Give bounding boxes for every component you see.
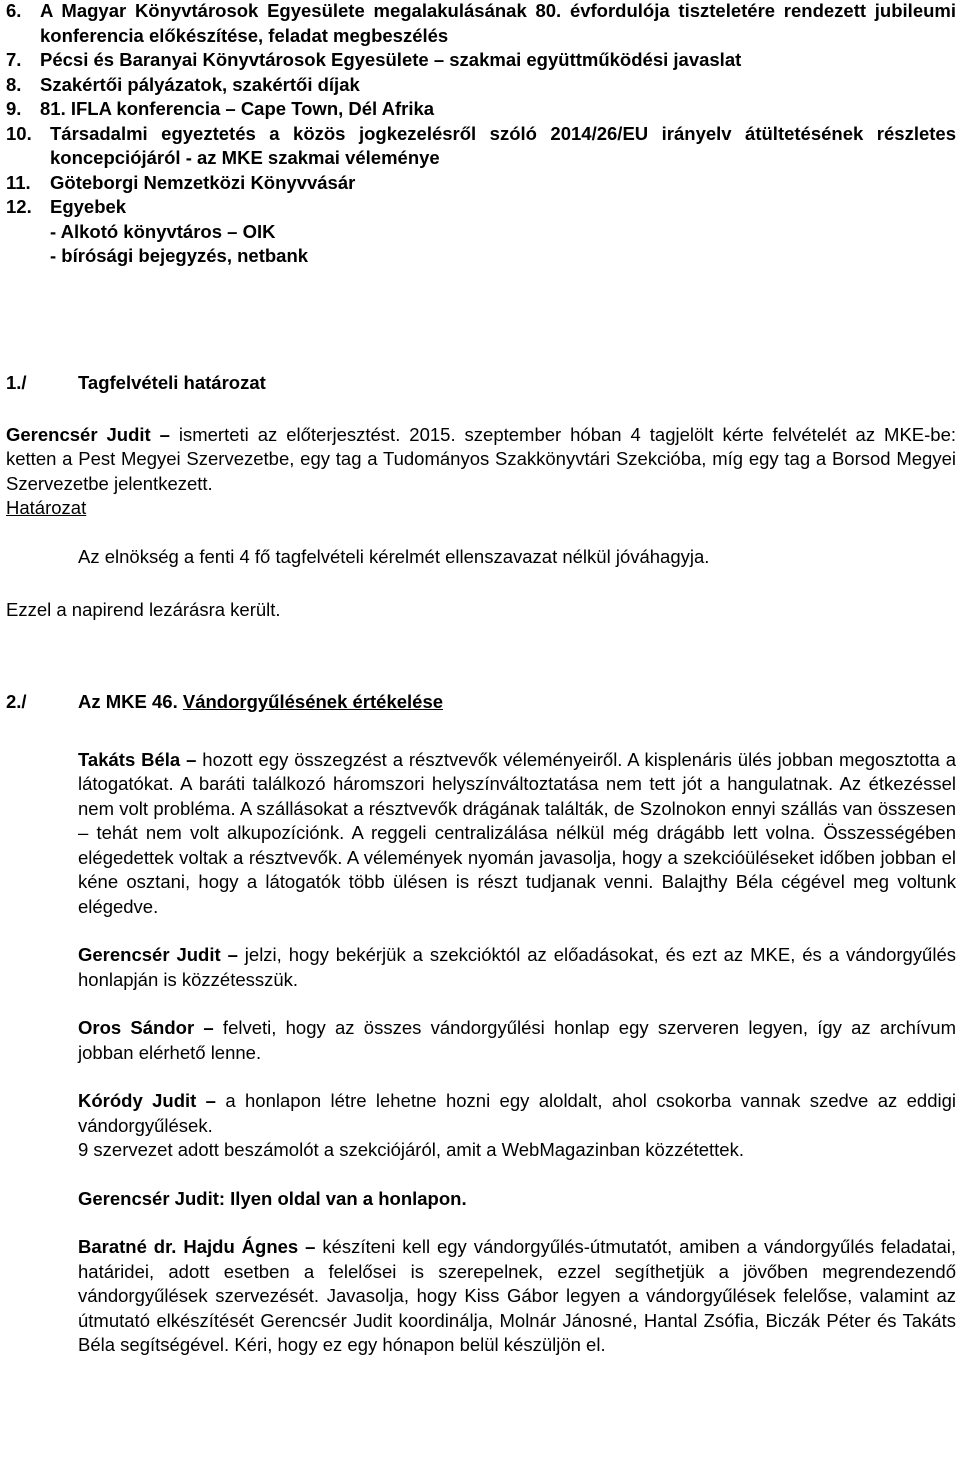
agenda-item	[6, 122, 956, 171]
agenda-list	[6, 0, 956, 269]
paragraph	[78, 1016, 956, 1065]
paragraph	[78, 943, 956, 992]
agenda-text: 81. IFLA konferencia – Cape Town, Dél Afrika	[40, 98, 435, 119]
agenda-number: 6.	[6, 0, 22, 21]
paragraph	[78, 748, 956, 920]
paragraph	[6, 423, 956, 497]
agenda-text: Társadalmi egyeztetés a közös jogkezelésről szóló 2014/26/EU irányelv átültetésének részletes koncepciójáról - az MKE szakmai véleménye	[50, 122, 956, 168]
paragraph	[78, 1089, 956, 1138]
agenda-item	[6, 48, 956, 73]
speaker-name: Baratné dr. Hajdu Ágnes –	[78, 1236, 316, 1257]
paragraph-text: hozott egy összegzést a résztvevők véleményeiről. A kisplenáris ülés jobban megosztotta a látogatókat. A baráti találkozó háromszori helyszínváltoztatása nem tett jót a hangulatnak. Az étkezéssel nem volt probléma. A szállásokat a résztvevők drágának találták, de Szolnokon ennyi szállás van összesen – tehát nem volt alkupozíciónk. A reggeli centralizálása nélkül még drágább lett volna. Összességében elégedettek voltak a résztvevők. A vélemények nyomán javasolja, hogy a szekcióüléseket időben jobban el kéne osztani, hogy a látogatók több ülésen is részt tudjanak venni. Balajthy Béla cégével meg voltunk elégedve.	[78, 748, 957, 917]
paragraph-text: készíteni kell egy vándorgyűlés-útmutatót, amiben a vándorgyűlés feladatai, határidei, adott esetben a felelősei is szerepelnek, ezzel segíthetjük a jövőben megrendezendő vándorgyűlések szervezését. Javasolja, hogy Kiss Gábor legyen a vándorgyűlések felelőse, valamint az útmutató elkészítését Gerencsér Judit koordinálja, Molnár Jánosné, Hantal Zsófia, Biczák Péter és Takáts Béla segítségével. Kéri, hogy ez egy hónapon belül készüljön el.	[78, 1236, 956, 1355]
agenda-text: Pécsi és Baranyai Könyvtárosok Egyesülete – szakmai együttműködési javaslat	[40, 49, 742, 70]
agenda-subitem: - Alkotó könyvtáros – OIK	[50, 220, 276, 242]
agenda-number: 7.	[6, 49, 22, 70]
agenda-number: 11.	[6, 171, 31, 193]
paragraph: 9 szervezet adott beszámolót a szekciójáról, amit a WebMagazinban közzétettek.	[78, 1139, 744, 1160]
section-title	[78, 690, 443, 715]
section-membership	[6, 371, 956, 623]
section-heading	[6, 690, 956, 715]
speaker-name: Kóródy Judit –	[78, 1090, 216, 1111]
speaker-name: Gerencsér Judit –	[6, 423, 170, 445]
agenda-number: 10.	[6, 122, 32, 144]
agenda-item	[6, 171, 956, 196]
speaker-name: Takáts Béla –	[78, 748, 197, 770]
paragraph-text: a honlapon létre lehetne hozni egy aloldalt, ahol csokorba vannak szedve az eddigi vándorgyűlések.	[78, 1090, 956, 1136]
agenda-text: A Magyar Könyvtárosok Egyesülete megalakulásának 80. évfordulója tiszteletére rendezett jubileumi konferencia előkészítése, feladat megbeszélés	[40, 0, 956, 46]
section-title-part: Vándorgyűlésének értékelése	[182, 691, 444, 712]
paragraph-text: ismerteti az előterjesztést. 2015. szeptember hóban 4 tagjelölt kérte felvételét az MKE-be: ketten a Pest Megyei Szervezetbe, egy tag a Tudományos Szakkönyvtári Szekcióba, míg egy tag a Borsod Megyei Szervezetbe jelentkezett.	[6, 423, 956, 494]
paragraph: Gerencsér Judit: Ilyen oldal van a honlapon.	[78, 1187, 467, 1209]
section-evaluation	[6, 690, 956, 1358]
closing-text: Ezzel a napirend lezárásra került.	[6, 599, 281, 620]
agenda-item	[6, 0, 956, 48]
section-number: 2./	[6, 691, 27, 712]
section-heading	[6, 371, 956, 396]
agenda-item	[6, 195, 956, 220]
paragraph-text: jelzi, hogy bekérjük a szekcióktól az előadásokat, és ezt az MKE, és a vándorgyűlés honlapján is közzétesszük.	[78, 944, 956, 990]
agenda-number: 9.	[6, 98, 22, 119]
agenda-subitem: - bírósági bejegyzés, netbank	[50, 245, 309, 266]
decision-label: Határozat	[6, 497, 87, 518]
section-title-part: Az MKE 46.	[78, 691, 183, 712]
agenda-number: 12.	[6, 196, 32, 217]
section-number: 1./	[6, 372, 27, 393]
agenda-text: Göteborgi Nemzetközi Könyvvásár	[50, 171, 356, 193]
speaker-name: Oros Sándor –	[78, 1017, 214, 1038]
agenda-item	[6, 73, 956, 98]
agenda-item	[6, 97, 956, 122]
agenda-text: Egyebek	[50, 196, 127, 217]
section-title: Tagfelvételi határozat	[78, 372, 266, 393]
paragraph	[78, 1235, 956, 1358]
agenda-text: Szakértői pályázatok, szakértői díjak	[40, 73, 360, 95]
agenda-number: 8.	[6, 73, 22, 95]
decision-text: Az elnökség a fenti 4 fő tagfelvételi kérelmét ellenszavazat nélkül jóváhagyja.	[78, 545, 710, 567]
speaker-name: Gerencsér Judit –	[78, 944, 238, 965]
paragraph-text: felveti, hogy az összes vándorgyűlési honlap egy szerveren legyen, így az archívum jobban elérhető lenne.	[78, 1017, 956, 1063]
discussion	[6, 748, 956, 1358]
